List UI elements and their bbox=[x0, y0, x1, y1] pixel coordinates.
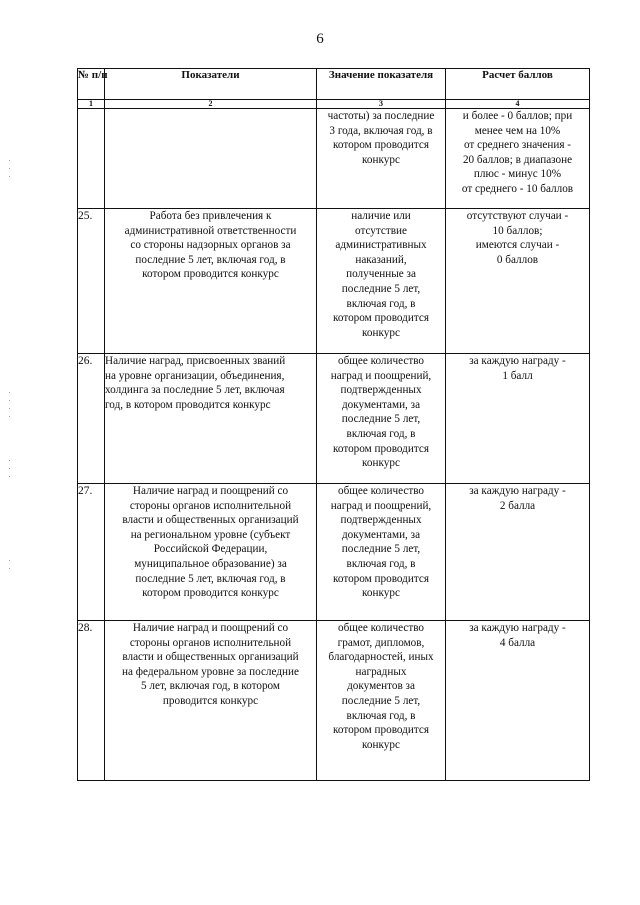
score-cell bbox=[446, 354, 590, 484]
value-cell-line: благодарностей, иных bbox=[328, 651, 434, 664]
value-cell-line: последние 5 лет, bbox=[341, 282, 421, 295]
value-cell-line: наградных bbox=[355, 665, 407, 678]
row-number: 27. bbox=[78, 484, 105, 621]
index-cell: 4 bbox=[446, 100, 590, 109]
value-cell-line: котором проводится bbox=[333, 139, 429, 152]
binding-margin-dots bbox=[9, 0, 11, 905]
indicator-cell bbox=[105, 209, 317, 354]
indicator-cell-line: муниципальное образование) за bbox=[134, 557, 287, 570]
value-cell-line: общее количество bbox=[337, 485, 425, 497]
index-cell: 2 bbox=[105, 100, 317, 109]
index-cell: 3 bbox=[317, 100, 446, 109]
score-cell-line: от среднего - 10 баллов bbox=[461, 182, 574, 195]
value-cell-line: полученные за bbox=[346, 268, 416, 281]
row-number bbox=[78, 109, 105, 209]
value-cell-line: конкурс bbox=[362, 738, 400, 751]
criteria-table bbox=[77, 68, 590, 781]
indicator-cell-line: 5 лет, включая год, в котором bbox=[141, 680, 280, 693]
value-cell bbox=[317, 621, 446, 781]
value-cell-line: котором проводится bbox=[333, 572, 429, 585]
value-cell bbox=[317, 109, 446, 209]
score-cell-line: отсутствуют случаи - bbox=[466, 210, 569, 222]
value-cell-line: частоты) за последние bbox=[327, 110, 435, 122]
value-cell-line: последние 5 лет, bbox=[341, 694, 421, 707]
value-cell-line: включая год, в bbox=[346, 297, 416, 310]
score-cell-line: за каждую награду - bbox=[469, 485, 566, 497]
value-cell-line: включая год, в bbox=[346, 709, 416, 722]
indicator-cell-line: на федеральном уровне за последние bbox=[122, 665, 299, 678]
score-cell bbox=[446, 209, 590, 354]
indicator-cell-line: Наличие наград, присвоенных званий bbox=[105, 355, 286, 367]
value-cell-line: котором проводится bbox=[333, 724, 429, 737]
table-row bbox=[78, 209, 590, 354]
indicator-cell-line: стороны органов исполнительной bbox=[129, 636, 292, 649]
indicator-cell bbox=[105, 484, 317, 621]
index-row bbox=[78, 100, 590, 109]
value-cell-line: общее количество bbox=[337, 622, 425, 634]
score-cell-line: 2 балла bbox=[499, 499, 536, 512]
value-cell-line: документами, за bbox=[341, 528, 421, 541]
table-row bbox=[78, 109, 590, 209]
indicator-cell-line: со стороны надзорных органов за bbox=[130, 239, 291, 252]
value-cell bbox=[317, 354, 446, 484]
indicator-cell-line: Работа без привлечения к bbox=[149, 210, 272, 222]
value-cell-line: последние 5 лет, bbox=[341, 543, 421, 556]
value-cell-line: конкурс bbox=[362, 587, 400, 600]
value-cell-line: отсутствие bbox=[355, 224, 407, 237]
value-cell-line: общее количество bbox=[337, 355, 425, 367]
value-cell-line: конкурс bbox=[362, 457, 400, 470]
score-cell-line: и более - 0 баллов; при bbox=[462, 110, 573, 122]
value-cell-line: конкурс bbox=[362, 153, 400, 166]
score-cell bbox=[446, 621, 590, 781]
indicator-cell bbox=[105, 354, 317, 484]
indicator-cell-line: власти и общественных организаций bbox=[122, 514, 299, 527]
value-cell-line: 3 года, включая год, в bbox=[329, 124, 433, 137]
value-cell-line: наказаний, bbox=[355, 253, 407, 266]
indicator-cell-line: Наличие наград и поощрений со bbox=[132, 622, 289, 634]
index-cell: 1 bbox=[78, 100, 105, 109]
value-cell-line: наград и поощрений, bbox=[330, 369, 432, 382]
indicator-cell-line: Наличие наград и поощрений со bbox=[132, 485, 289, 497]
indicator-cell-line: год, в котором проводится конкурс bbox=[105, 398, 271, 411]
indicator-cell-line: стороны органов исполнительной bbox=[129, 499, 292, 512]
value-cell-line: котором проводится bbox=[333, 312, 429, 325]
value-cell-line: последние 5 лет, bbox=[341, 413, 421, 426]
score-cell-line: плюс - минус 10% bbox=[473, 168, 562, 181]
value-cell-line: наличие или bbox=[351, 210, 411, 222]
header-num bbox=[78, 69, 108, 100]
score-cell-line: 0 баллов bbox=[496, 253, 539, 266]
row-number: 28. bbox=[78, 621, 105, 781]
header-row bbox=[78, 69, 590, 100]
indicator-cell-line: котором проводится конкурс bbox=[142, 587, 279, 600]
value-cell-line: котором проводится bbox=[333, 442, 429, 455]
value-cell-line: наград и поощрений, bbox=[330, 499, 432, 512]
table-row bbox=[78, 484, 590, 621]
value-cell bbox=[317, 484, 446, 621]
score-cell bbox=[446, 109, 590, 209]
score-cell bbox=[446, 484, 590, 621]
indicator-cell-line: холдинга за последние 5 лет, включая bbox=[105, 384, 285, 397]
indicator-cell bbox=[105, 109, 317, 209]
value-cell-line: грамот, дипломов, bbox=[337, 636, 425, 649]
score-cell-line: 20 баллов; в диапазоне bbox=[462, 153, 573, 166]
indicator-cell-line: административной ответственности bbox=[124, 224, 297, 237]
indicator-cell-line: власти и общественных организаций bbox=[122, 651, 299, 664]
value-cell bbox=[317, 209, 446, 354]
score-cell-line: 1 балл bbox=[502, 369, 533, 382]
score-cell-line: от среднего значения - bbox=[463, 139, 571, 152]
indicator-cell-line: Российской Федерации, bbox=[153, 543, 268, 556]
header-score: Расчет баллов bbox=[446, 69, 590, 100]
value-cell-line: документами, за bbox=[341, 398, 421, 411]
row-number: 26. bbox=[78, 354, 105, 484]
score-cell-line: 4 балла bbox=[499, 636, 536, 649]
indicator-cell-line: последние 5 лет, включая год, в bbox=[135, 572, 286, 585]
table-row bbox=[78, 354, 590, 484]
header-num-text: № п/п bbox=[78, 69, 108, 81]
value-cell-line: включая год, в bbox=[346, 427, 416, 440]
value-cell-line: подтвержденных bbox=[340, 514, 422, 527]
score-cell-line: имеются случаи - bbox=[475, 239, 560, 252]
header-indicators: Показатели bbox=[105, 69, 317, 100]
indicator-cell-line: последние 5 лет, включая год, в bbox=[135, 253, 286, 266]
table-row bbox=[78, 621, 590, 781]
score-cell-line: за каждую награду - bbox=[469, 355, 566, 367]
indicator-cell-line: на региональном уровне (субъект bbox=[130, 528, 291, 541]
value-cell-line: конкурс bbox=[362, 326, 400, 339]
value-cell-line: документов за bbox=[347, 680, 415, 693]
header-value: Значение показателя bbox=[317, 69, 446, 100]
indicator-cell-line: котором проводится конкурс bbox=[142, 268, 279, 281]
row-number: 25. bbox=[78, 209, 105, 354]
indicator-cell bbox=[105, 621, 317, 781]
score-cell-line: менее чем на 10% bbox=[474, 124, 561, 137]
value-cell-line: административных bbox=[335, 239, 427, 252]
page-number: 6 bbox=[316, 31, 324, 47]
score-cell-line: 10 баллов; bbox=[492, 224, 543, 237]
value-cell-line: включая год, в bbox=[346, 557, 416, 570]
value-cell-line: подтвержденных bbox=[340, 384, 422, 397]
score-cell-line: за каждую награду - bbox=[469, 622, 566, 634]
indicator-cell-line: на уровне организации, объединения, bbox=[105, 369, 285, 382]
indicator-cell-line: проводится конкурс bbox=[162, 694, 259, 707]
